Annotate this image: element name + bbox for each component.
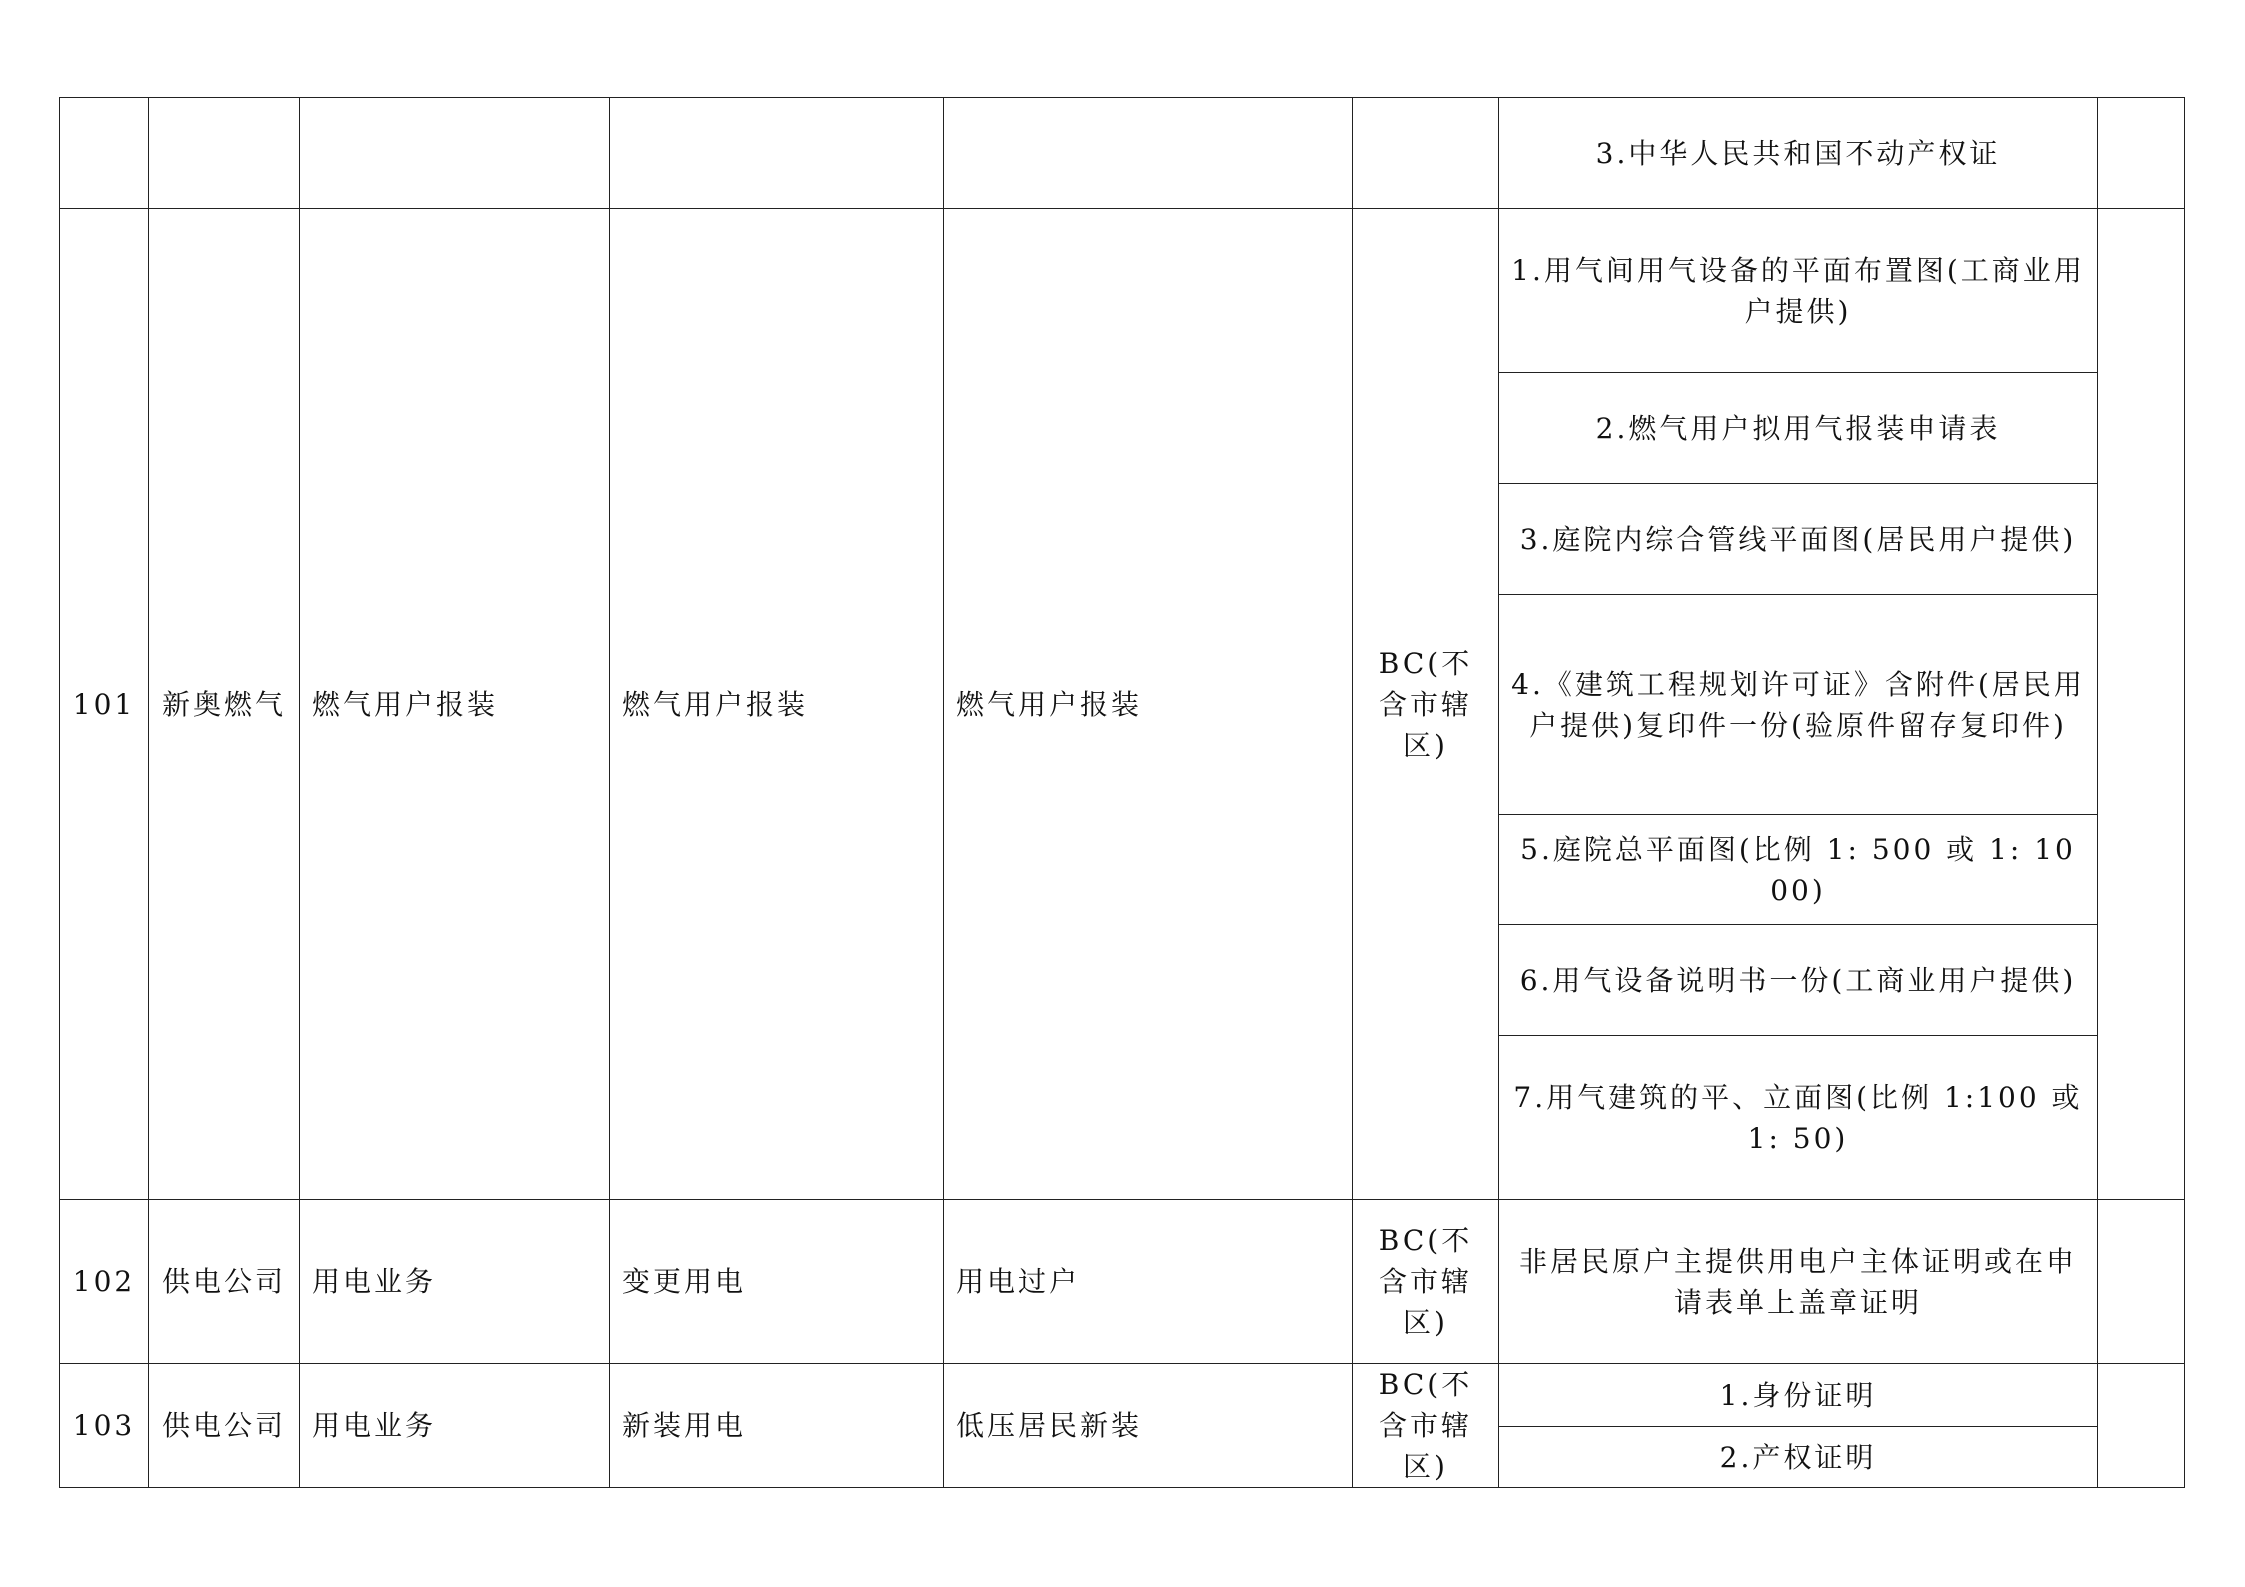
cell-region-empty: [1353, 98, 1499, 209]
cell-num: 103: [60, 1364, 149, 1488]
cell-item: 变更用电: [610, 1200, 944, 1364]
cell-dept: 供电公司: [149, 1200, 300, 1364]
cell-material: 7.用气建筑的平、立面图(比例 1:100 或 1: 50): [1499, 1036, 2098, 1200]
materials-table: [59, 97, 2185, 1488]
cell-region: BC(不含市辖区): [1353, 1200, 1499, 1364]
cell-material: 2.燃气用户拟用气报装申请表: [1499, 373, 2098, 484]
cell-dept: 新奥燃气: [149, 209, 300, 1200]
cell-subitem-empty: [944, 98, 1353, 209]
table-row: [60, 1200, 2185, 1364]
cell-material: 5.庭院总平面图(比例 1: 500 或 1: 1000): [1499, 815, 2098, 925]
cell-category: 燃气用户报装: [300, 209, 610, 1200]
cell-dept: 供电公司: [149, 1364, 300, 1488]
cell-category: 用电业务: [300, 1200, 610, 1364]
table-row: [60, 209, 2185, 373]
cell-material: 非居民原户主提供用电户主体证明或在申请表单上盖章证明: [1499, 1200, 2098, 1364]
cell-num: 101: [60, 209, 149, 1200]
cell-region: BC(不含市辖区): [1353, 209, 1499, 1200]
cell-num: 102: [60, 1200, 149, 1364]
cell-category: 用电业务: [300, 1364, 610, 1488]
cell-material: 3.中华人民共和国不动产权证: [1499, 98, 2098, 209]
cell-material: 2.产权证明: [1499, 1427, 2098, 1488]
cell-material: 4.《建筑工程规划许可证》含附件(居民用户提供)复印件一份(验原件留存复印件): [1499, 595, 2098, 815]
cell-material: 1.用气间用气设备的平面布置图(工商业用户提供): [1499, 209, 2098, 373]
cell-note: [2098, 98, 2185, 209]
cell-note: [2098, 1200, 2185, 1364]
cell-category-empty: [300, 98, 610, 209]
cell-dept-empty: [149, 98, 300, 209]
cell-subitem: 低压居民新装: [944, 1364, 1353, 1488]
cell-material: 1.身份证明: [1499, 1364, 2098, 1427]
table-row: [60, 98, 2185, 209]
cell-subitem: 燃气用户报装: [944, 209, 1353, 1200]
cell-item-empty: [610, 98, 944, 209]
cell-material: 3.庭院内综合管线平面图(居民用户提供): [1499, 484, 2098, 595]
cell-note: [2098, 209, 2185, 1200]
cell-num-empty: [60, 98, 149, 209]
cell-item: 燃气用户报装: [610, 209, 944, 1200]
cell-item: 新装用电: [610, 1364, 944, 1488]
cell-material: 6.用气设备说明书一份(工商业用户提供): [1499, 925, 2098, 1036]
cell-region: BC(不含市辖区): [1353, 1364, 1499, 1488]
cell-note: [2098, 1364, 2185, 1488]
table-row: [60, 1364, 2185, 1427]
cell-subitem: 用电过户: [944, 1200, 1353, 1364]
